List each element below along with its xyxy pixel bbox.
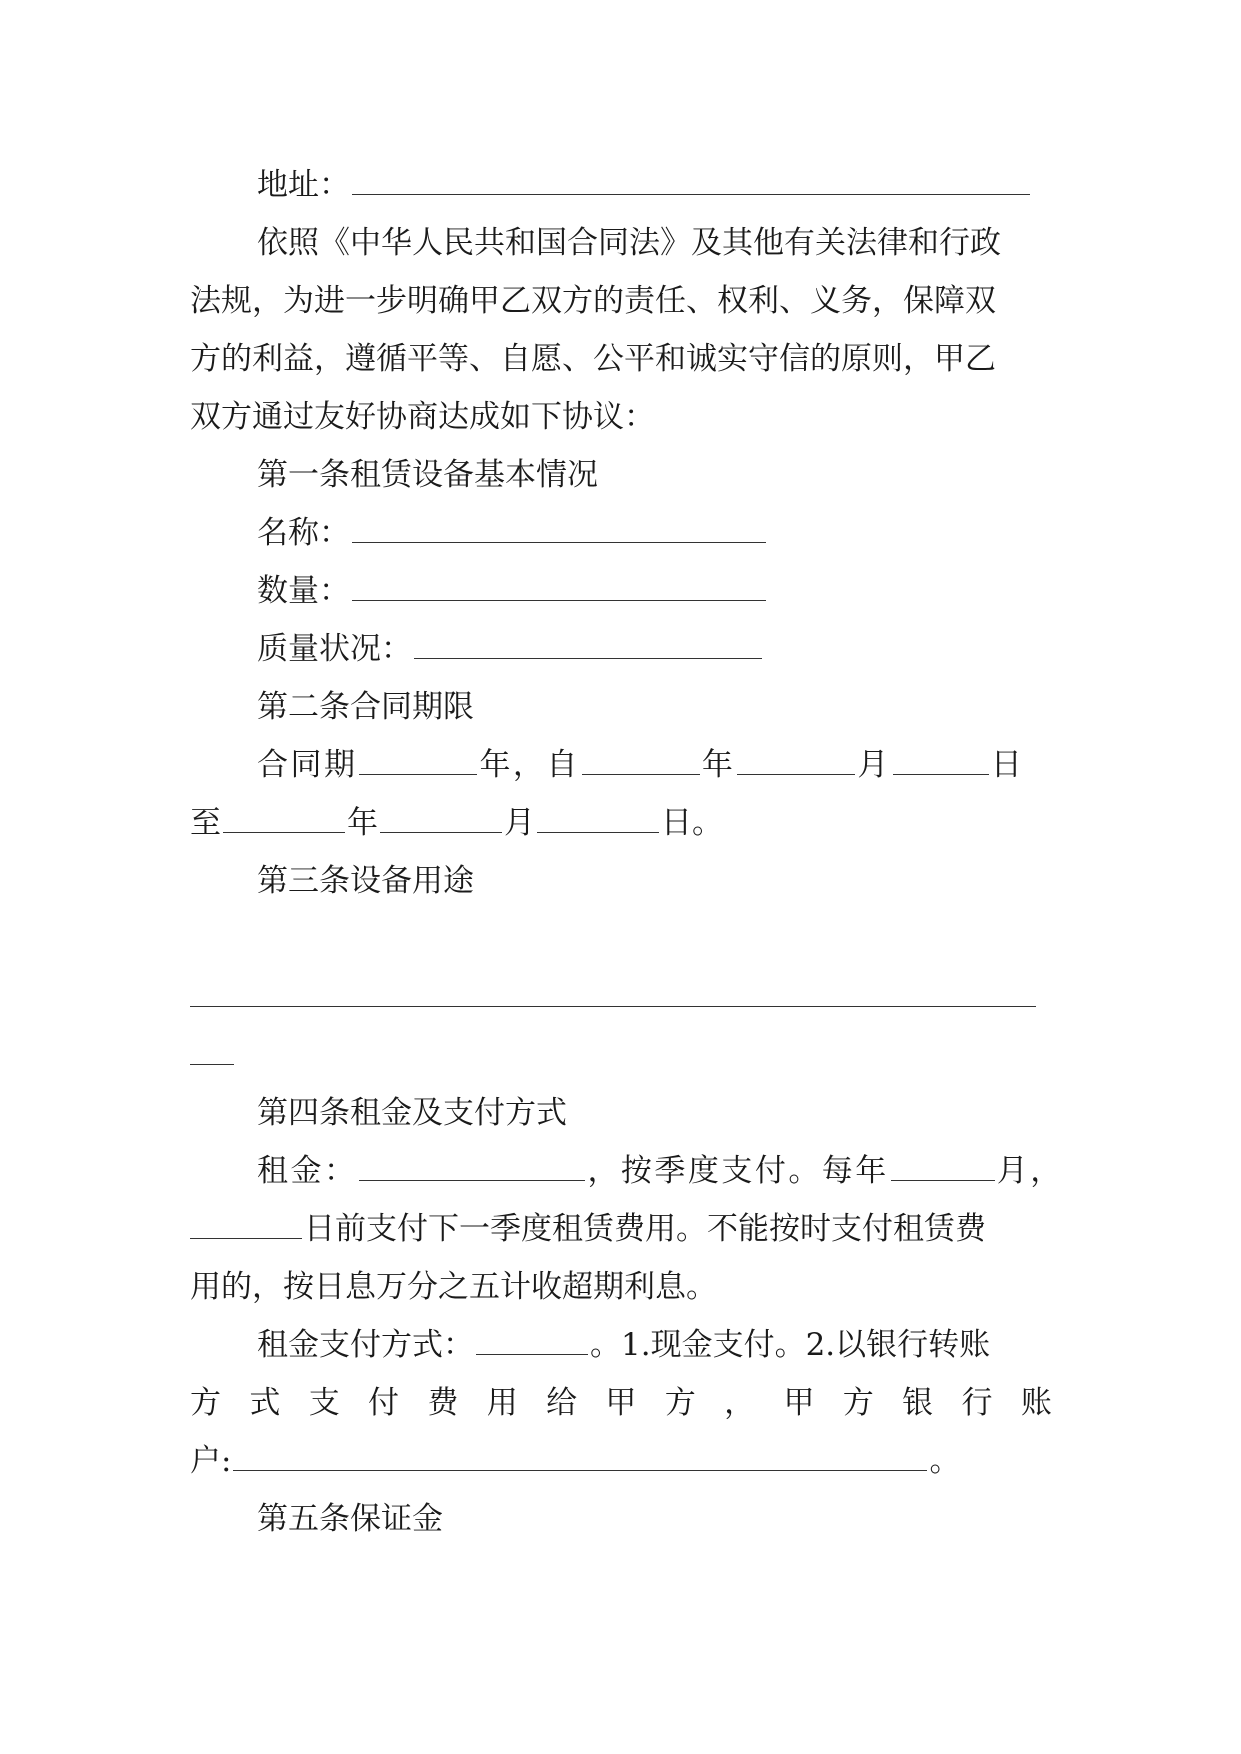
term-text-year: 年 <box>347 805 378 841</box>
rent-line-2 <box>190 1200 1241 1258</box>
payment-char: ， <box>724 1385 756 1421</box>
article-4-title: 第四条租金及支付方式 <box>257 1095 567 1131</box>
payment-line-2 <box>190 1374 1052 1432</box>
payment-char: 给 <box>546 1385 578 1421</box>
end-day-blank <box>537 794 659 833</box>
start-month-blank <box>737 736 855 775</box>
payment-char: 甲 <box>783 1385 815 1421</box>
payment-char: 账 <box>1020 1385 1052 1421</box>
payment-char: 付 <box>368 1385 400 1421</box>
usage-line <box>190 968 1241 1026</box>
term-text-c: 年 <box>701 747 736 783</box>
article-5-title: 第五条保证金 <box>257 1501 443 1537</box>
end-month-blank <box>380 794 502 833</box>
intro-line-3: 方的利益，遵循平等、自愿、公平和诚实守信的原则，甲乙 <box>190 341 996 377</box>
payment-char: 方 <box>664 1385 696 1421</box>
address-label: 地址： <box>257 167 350 203</box>
account-blank <box>233 1432 927 1471</box>
quantity-line <box>257 562 1241 620</box>
usage-blank <box>190 968 1036 1007</box>
rent-amount-blank <box>359 1142 585 1181</box>
rent-month-blank <box>891 1142 995 1181</box>
payment-method-blank <box>476 1316 588 1355</box>
address-line <box>257 156 1241 214</box>
rent-month-text: 月， <box>996 1153 1064 1189</box>
payment-char: 甲 <box>605 1385 637 1421</box>
payment-line-1 <box>257 1316 1241 1374</box>
term-text-day: 日。 <box>661 805 723 841</box>
equipment-name-blank <box>352 504 766 543</box>
intro-line-4: 双方通过友好协商达成如下协议： <box>190 399 655 435</box>
intro-line-2: 法规，为进一步明确甲乙双方的责任、权利、义务，保障双 <box>190 283 996 319</box>
end-year-blank <box>223 794 345 833</box>
equipment-name-label: 名称： <box>257 515 350 551</box>
term-text-e: 日 <box>990 747 1025 783</box>
payment-char: 行 <box>961 1385 993 1421</box>
payment-line-3 <box>190 1432 1241 1490</box>
payment-char: 方 <box>842 1385 874 1421</box>
quantity-label: 数量： <box>257 573 350 609</box>
start-day-blank <box>893 736 989 775</box>
term-text-a: 合同期 <box>257 747 358 783</box>
payment-char: 方 <box>190 1385 221 1421</box>
rent-mid-text: ，按季度支付。每年 <box>587 1153 889 1189</box>
article-2-title: 第二条合同期限 <box>257 689 474 725</box>
payment-char: 用 <box>486 1385 518 1421</box>
quality-blank <box>414 620 762 659</box>
account-end: 。 <box>929 1443 961 1479</box>
address-blank <box>352 156 1030 195</box>
payment-char: 费 <box>427 1385 459 1421</box>
payment-char: 支 <box>308 1385 340 1421</box>
account-label: 户: <box>190 1443 232 1479</box>
usage-blank-cont <box>190 1026 234 1065</box>
term-text-d: 月 <box>857 747 891 783</box>
term-text-month: 月 <box>504 805 535 841</box>
start-year-blank <box>582 736 700 775</box>
usage-line-cont <box>190 1026 1241 1084</box>
intro-line-1: 依照《中华人民共和国合同法》及其他有关法律和行政 <box>257 225 1001 261</box>
rent-line-2-text: 日前支付下一季度租赁费用。不能按时支付租赁费 <box>304 1211 986 1247</box>
payment-label: 租金支付方式： <box>257 1327 474 1363</box>
term-text-to: 至 <box>190 805 221 841</box>
rent-day-blank <box>190 1200 302 1239</box>
payment-char: 式 <box>249 1385 281 1421</box>
rent-line-1 <box>257 1142 1241 1200</box>
term-line-2 <box>190 794 1241 852</box>
quality-line <box>257 620 1241 678</box>
term-text-b: 年，自 <box>479 747 580 783</box>
article-1-title: 第一条租赁设备基本情况 <box>257 457 598 493</box>
rent-line-3: 用的，按日息万分之五计收超期利息。 <box>190 1269 717 1305</box>
article-3-title: 第三条设备用途 <box>257 863 474 899</box>
rent-label: 租金： <box>257 1153 358 1189</box>
equipment-name-line <box>257 504 1241 562</box>
quality-label: 质量状况： <box>257 631 412 667</box>
term-line-1 <box>257 736 1241 794</box>
payment-char: 银 <box>902 1385 934 1421</box>
payment-options: 。1.现金支付。2.以银行转账 <box>590 1327 991 1363</box>
term-years-blank <box>359 736 477 775</box>
quantity-blank <box>352 562 766 601</box>
